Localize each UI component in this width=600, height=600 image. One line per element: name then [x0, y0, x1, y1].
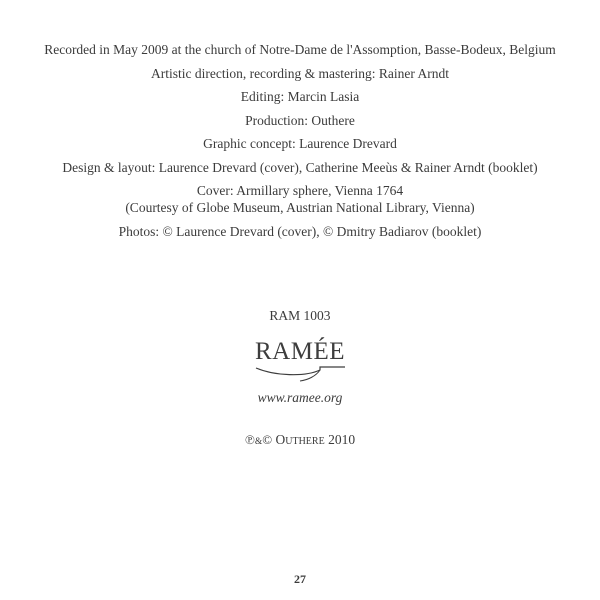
production-credit: Production: Outhere [245, 112, 355, 128]
photos-credit: Photos: © Laurence Drevard (cover), © Dmitry Badiarov (booklet) [118, 224, 482, 239]
phonogram-copyright-icon: ℗ [244, 432, 255, 447]
copyright-notice [0, 432, 600, 448]
editing-credit: Editing: Marcin Lasia [240, 89, 360, 104]
copyright-icon: © [262, 432, 273, 447]
page-number: 27 [294, 572, 306, 586]
website-link[interactable]: www.ramee.org [257, 390, 343, 405]
copyright-ampersand: & [254, 437, 263, 447]
artistic-direction-credit: Artistic direction, recording & mastering: Rainer Arndt [150, 65, 450, 81]
ramee-logo [250, 338, 350, 384]
copyright-year: 2010 [328, 432, 356, 447]
credits-block [0, 38, 600, 244]
label-initial: O [275, 432, 286, 447]
design-layout-credit: Design & layout: Laurence Drevard (cover), Catherine Meeùs & Rainer Arndt (booklet) [62, 159, 538, 175]
label-rest: UTHERE [285, 436, 325, 447]
recording-location: Recorded in May 2009 at the church of Notre-Dame de l'Assomption, Basse-Bodeux, Belgium [44, 42, 556, 57]
cover-courtesy: (Courtesy of Globe Museum, Austrian National Library, Vienna) [125, 200, 475, 215]
logo-swash-icon [250, 364, 350, 384]
catalog-number: RAM 1003 [269, 308, 331, 323]
logo-wordmark: RAMÉE [255, 338, 345, 365]
graphic-concept-credit: Graphic concept: Laurence Drevard [203, 136, 397, 151]
cover-credit: Cover: Armillary sphere, Vienna 1764 [196, 183, 404, 198]
